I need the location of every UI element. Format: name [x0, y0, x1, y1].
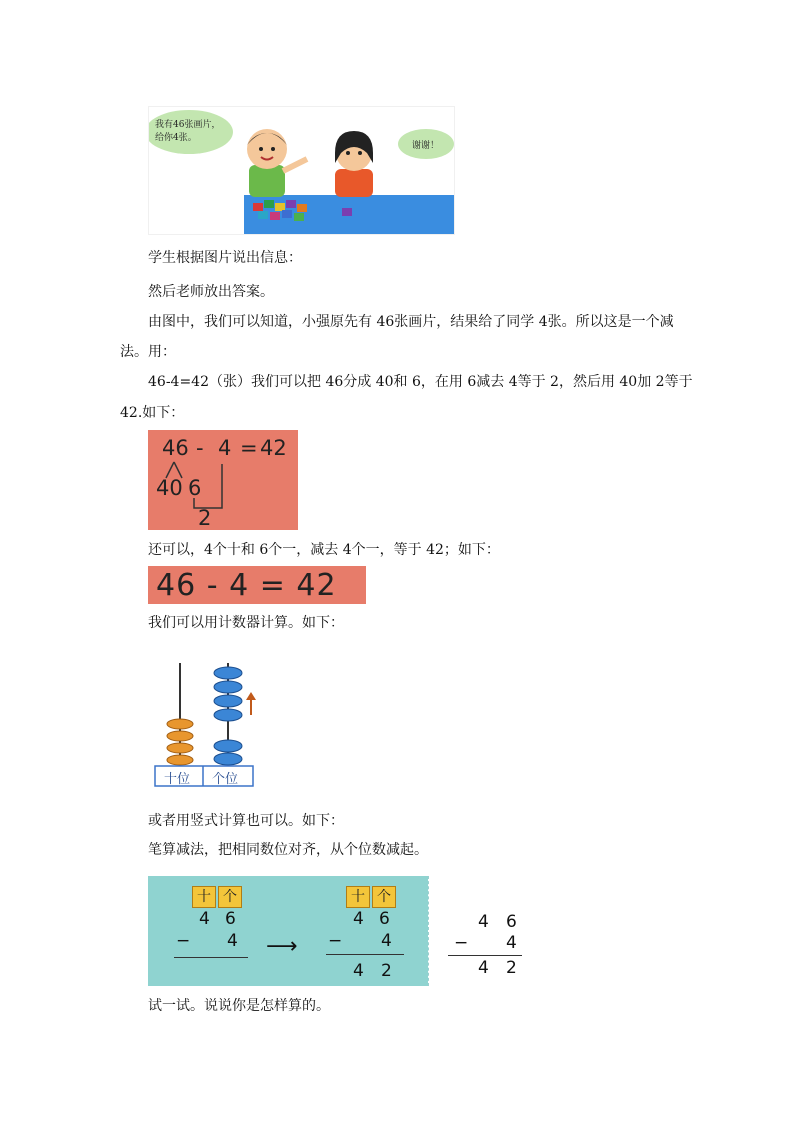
split-expr-a: 46	[162, 436, 189, 460]
split-expr-b: 4	[218, 436, 232, 460]
boy-figure	[247, 129, 307, 197]
paragraph-6: 我们可以用计数器计算。如下：	[148, 615, 344, 631]
paragraph-4-line-2: 42.如下：	[120, 405, 185, 421]
right-rule	[448, 955, 522, 956]
small-card-pile-icon	[342, 208, 352, 216]
left-header-tens: 十	[192, 886, 216, 908]
paragraph-3-line-2: 法。用：	[120, 344, 176, 360]
abacus-counter	[148, 643, 268, 793]
left-minus: −	[176, 931, 191, 951]
illustration-kids-sharing-cards	[148, 106, 455, 235]
split-method-box	[148, 430, 298, 530]
paragraph-3-line-1: 由图中，我们可以知道，小强原先有 46张画片，结果给了同学 4张。所以这是一个减	[148, 314, 674, 330]
ones-beads-bottom	[214, 740, 242, 765]
right-minus: −	[454, 933, 469, 953]
vertical-calculation-figure	[148, 872, 530, 986]
paragraph-1: 学生根据图片说出信息：	[148, 250, 302, 266]
equation-text: 46 - 4 = 42	[156, 568, 337, 603]
mid-top-ones: 6	[379, 909, 390, 929]
paragraph-5: 还可以，4个十和 6个一，减去 4个一，等于 42；如下：	[148, 542, 500, 558]
paragraph-8: 笔算减法，把相同数位对齐，从个位数减起。	[148, 842, 428, 858]
tens-label: 十位	[164, 772, 191, 787]
left-top-tens: 4	[199, 909, 210, 929]
mid-rule	[326, 954, 404, 955]
left-top-ones: 6	[225, 909, 236, 929]
paragraph-7: 或者用竖式计算也可以。如下：	[148, 813, 344, 829]
right-top-tens: 4	[478, 912, 489, 932]
up-arrow-icon	[246, 692, 256, 715]
split-eq: =	[240, 436, 258, 460]
mid-result-ones: 2	[381, 961, 392, 981]
girl-speech-text: 谢谢！	[412, 141, 440, 151]
paragraph-4-line-1: 46-4=42（张）我们可以把 46分成 40和 6，在用 6减去 4等于 2，然后用 40加 2等于	[148, 374, 693, 390]
boy-speech-text: 我有46张画片，给你4张。	[155, 120, 221, 143]
split-result: 42	[260, 436, 287, 460]
left-header-ones: 个	[218, 886, 242, 908]
left-rule	[174, 957, 248, 958]
paragraph-2: 然后老师放出答案。	[148, 284, 274, 300]
split-op: -	[196, 436, 204, 460]
right-result-ones: 2	[506, 958, 517, 978]
mid-bottom-ones: 4	[381, 931, 392, 951]
paragraph-9: 试一试。说说你是怎样算的。	[148, 998, 330, 1014]
ones-label: 个位	[212, 772, 239, 787]
right-top-ones: 6	[506, 912, 517, 932]
right-result-tens: 4	[478, 958, 489, 978]
split-partial: 2	[198, 506, 212, 530]
mid-minus: −	[328, 931, 343, 951]
split-ones: 6	[188, 476, 202, 500]
arrow-right-icon: ⟶	[266, 934, 298, 959]
mid-result-tens: 4	[353, 961, 364, 981]
mid-header-ones: 个	[372, 886, 396, 908]
equation-box	[148, 566, 366, 604]
mid-header-tens: 十	[346, 886, 370, 908]
split-tens: 40	[156, 476, 183, 500]
girl-figure	[335, 131, 373, 197]
vcalc-divider	[428, 876, 430, 986]
right-bottom-ones: 4	[506, 933, 517, 953]
left-bottom-ones: 4	[227, 931, 238, 951]
mid-top-tens: 4	[353, 909, 364, 929]
